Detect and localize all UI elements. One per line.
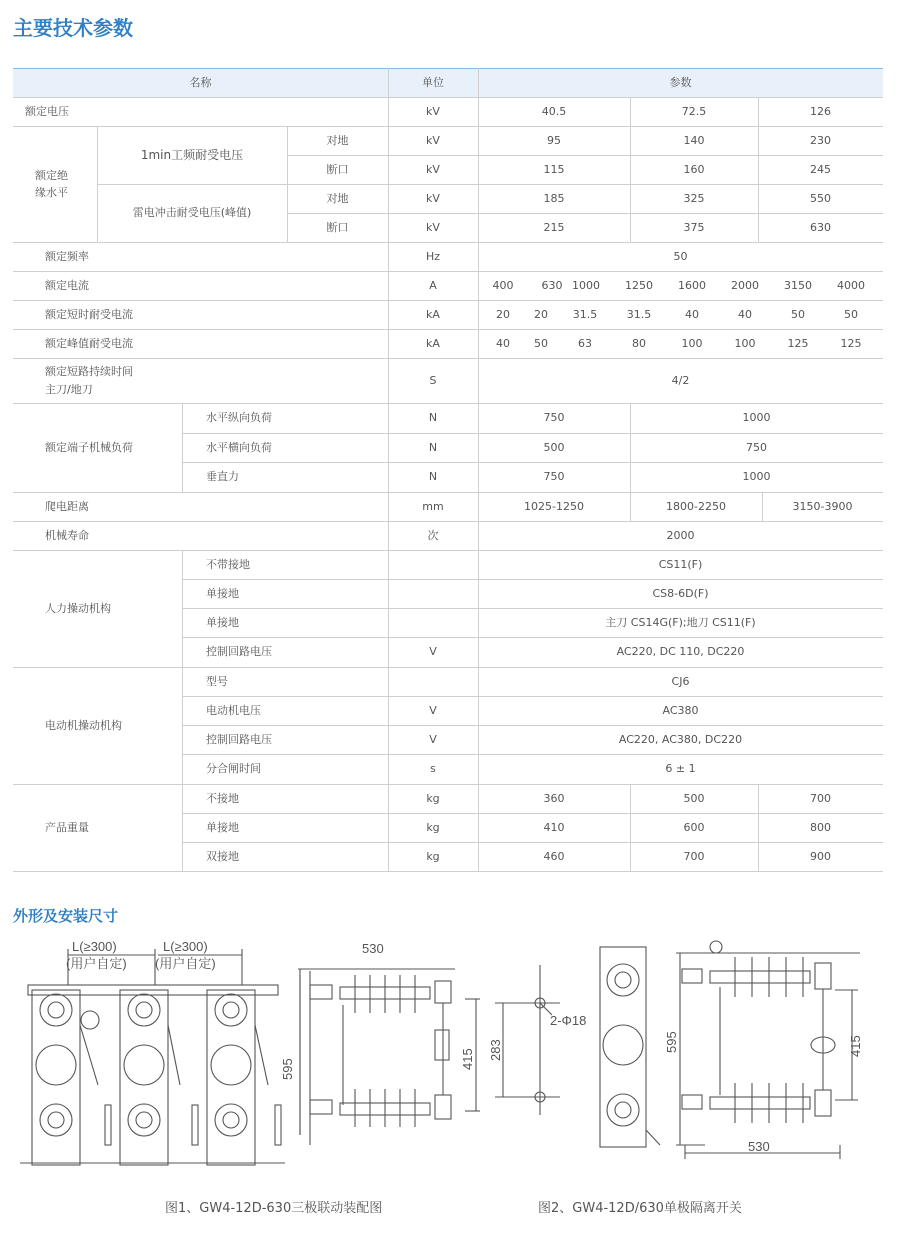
value-cell: 400 bbox=[492, 278, 514, 292]
value-cell: AC220, AC380, DC220 bbox=[618, 732, 743, 746]
value-cell: 140 bbox=[683, 133, 705, 147]
unit-cell: kV bbox=[426, 162, 440, 176]
value-cell: 500 bbox=[543, 440, 565, 454]
unit-cell: N bbox=[428, 440, 438, 454]
value-cell: 230 bbox=[810, 133, 831, 147]
fig2-caption: 图2、GW4-12D/630单极隔离开关 bbox=[538, 1201, 742, 1216]
motor-mech-label: 电动机操动机构 bbox=[45, 718, 122, 732]
value-cell: 1250 bbox=[625, 278, 653, 292]
unit-cell: mm bbox=[422, 499, 444, 513]
unit-cell: kg bbox=[426, 791, 440, 805]
value-cell: 63 bbox=[578, 336, 592, 350]
rated-voltage-label: 额定电压 bbox=[25, 104, 69, 118]
value-cell: 100 bbox=[734, 336, 756, 350]
value-cell: 80 bbox=[632, 336, 646, 350]
terminal-load-label: 额定端子机械负荷 bbox=[45, 440, 133, 454]
value-cell: 31.5 bbox=[572, 307, 598, 321]
value-cell: 160 bbox=[683, 162, 705, 176]
manual-mech-label: 人力操动机构 bbox=[45, 601, 111, 615]
sub-label: 单接地 bbox=[206, 615, 239, 629]
value-cell: 20 bbox=[534, 307, 548, 321]
unit-cell: s bbox=[430, 762, 436, 776]
value-cell: 125 bbox=[840, 336, 862, 350]
weight-label: 产品重量 bbox=[45, 820, 89, 834]
value-cell: 2000 bbox=[731, 278, 759, 292]
value-cell: 100 bbox=[681, 336, 703, 350]
fig1-dim-530: 530 bbox=[362, 941, 384, 956]
sub-label: 水平横向负荷 bbox=[206, 440, 272, 454]
value-cell: 126 bbox=[810, 104, 831, 118]
value-cell: 1800-2250 bbox=[666, 499, 726, 513]
value-cell: 40 bbox=[496, 336, 510, 350]
unit-cell: S bbox=[429, 373, 437, 387]
value-cell: 1025-1250 bbox=[524, 499, 584, 513]
lightning-label: 雷电冲击耐受电压(峰值) bbox=[132, 206, 252, 220]
value-cell: 95 bbox=[547, 133, 561, 147]
unit-cell: kV bbox=[426, 133, 440, 147]
value-cell: 800 bbox=[810, 820, 831, 834]
header-params: 参数 bbox=[669, 75, 692, 89]
value-cell: 2000 bbox=[666, 528, 695, 542]
fig1-dim-l2: L(≥300) bbox=[163, 939, 208, 954]
sub-label: 单接地 bbox=[206, 820, 239, 834]
value-cell: 630 bbox=[541, 278, 563, 292]
sub-label: 控制回路电压 bbox=[206, 645, 272, 659]
sub-label: 分合闸时间 bbox=[206, 762, 261, 776]
peak-label: 额定峰值耐受电流 bbox=[45, 336, 133, 350]
unit-cell: kg bbox=[426, 849, 440, 863]
unit-cell: kV bbox=[426, 191, 440, 205]
value-cell: 6 ± 1 bbox=[665, 762, 696, 776]
value-cell: 50 bbox=[534, 336, 548, 350]
value-cell: 4000 bbox=[837, 278, 865, 292]
unit-cell: Hz bbox=[425, 249, 441, 263]
fig1-dim-l2-note: (用户自定) bbox=[155, 956, 216, 971]
value-cell: AC380 bbox=[662, 703, 699, 717]
value-cell: 750 bbox=[543, 470, 565, 484]
value-cell: 50 bbox=[673, 249, 688, 263]
value-cell: 40.5 bbox=[541, 104, 567, 118]
value-cell: 4/2 bbox=[671, 373, 690, 387]
fig1-dim-l1-note: (用户自定) bbox=[66, 956, 127, 971]
value-cell: 375 bbox=[683, 220, 705, 234]
sub-label: 双接地 bbox=[206, 849, 239, 863]
sub-label: 不接地 bbox=[206, 791, 239, 805]
short-duration-label: 额定短路持续时间 主刀/地刀 bbox=[45, 365, 133, 396]
insulation-label: 额定绝 缘水平 bbox=[35, 168, 68, 199]
value-cell: 410 bbox=[543, 820, 565, 834]
fig2-dim-415: 415 bbox=[848, 1035, 863, 1057]
value-cell: 40 bbox=[685, 307, 699, 321]
value-cell: 1000 bbox=[742, 470, 771, 484]
fig2-drawing bbox=[490, 935, 890, 1180]
creepage-label: 爬电距离 bbox=[45, 499, 89, 513]
rated-current-label: 额定电流 bbox=[45, 278, 89, 292]
unit-cell: kA bbox=[426, 307, 440, 321]
value-cell: 460 bbox=[543, 849, 565, 863]
unit-cell: V bbox=[429, 645, 437, 659]
sub-label: 垂直力 bbox=[206, 470, 239, 484]
fig2-dim-hole: 2-Φ18 bbox=[550, 1013, 587, 1028]
value-cell: 360 bbox=[543, 791, 565, 805]
header-unit: 单位 bbox=[422, 75, 444, 89]
value-cell: 1000 bbox=[742, 411, 771, 425]
sub-label: 水平纵向负荷 bbox=[206, 411, 272, 425]
open-gap-label: 断口 bbox=[326, 220, 349, 234]
value-cell: 31.5 bbox=[626, 307, 652, 321]
value-cell: 325 bbox=[683, 191, 705, 205]
value-cell: 600 bbox=[683, 820, 705, 834]
fig2-dim-595: 595 bbox=[664, 1031, 679, 1053]
unit-cell: kV bbox=[426, 104, 440, 118]
value-cell: 500 bbox=[683, 791, 705, 805]
value-cell: 550 bbox=[810, 191, 831, 205]
to-ground-label: 对地 bbox=[326, 191, 349, 205]
unit-cell: V bbox=[429, 732, 437, 746]
value-cell: 125 bbox=[787, 336, 809, 350]
section-title-dimensions: 外形及安装尺寸 bbox=[13, 907, 119, 925]
value-cell: 630 bbox=[810, 220, 831, 234]
sub-label: 型号 bbox=[206, 674, 228, 688]
value-cell: 20 bbox=[496, 307, 510, 321]
unit-cell: 次 bbox=[427, 528, 439, 542]
power-freq-label: 1min工频耐受电压 bbox=[140, 147, 244, 162]
unit-cell: N bbox=[428, 470, 438, 484]
value-cell: 50 bbox=[791, 307, 805, 321]
value-cell: 700 bbox=[683, 849, 705, 863]
fig1-caption: 图1、GW4-12D-630三极联动装配图 bbox=[165, 1201, 383, 1216]
short-time-label: 额定短时耐受电流 bbox=[45, 307, 133, 321]
fig1-dim-415: 415 bbox=[460, 1048, 475, 1070]
value-cell: 900 bbox=[810, 849, 831, 863]
value-cell: 215 bbox=[543, 220, 565, 234]
unit-cell: kA bbox=[426, 336, 440, 350]
value-cell: CJ6 bbox=[671, 674, 690, 688]
rated-freq-label: 额定频率 bbox=[45, 249, 89, 263]
sub-label: 不带接地 bbox=[206, 557, 250, 571]
unit-cell: V bbox=[429, 703, 437, 717]
value-cell: 72.5 bbox=[681, 104, 707, 118]
value-cell: 主刀 CS14G(F);地刀 CS11(F) bbox=[605, 615, 756, 629]
value-cell: AC220, DC 110, DC220 bbox=[616, 645, 745, 659]
fig1-drawing bbox=[10, 935, 490, 1180]
unit-cell: A bbox=[429, 278, 437, 292]
open-gap-label: 断口 bbox=[326, 162, 349, 176]
fig2-dim-283: 283 bbox=[488, 1039, 503, 1061]
value-cell: CS11(F) bbox=[658, 557, 703, 571]
value-cell: 3150-3900 bbox=[792, 499, 853, 513]
value-cell: 700 bbox=[810, 791, 831, 805]
sub-label: 单接地 bbox=[206, 586, 239, 600]
value-cell: 1600 bbox=[678, 278, 706, 292]
spec-table bbox=[13, 68, 883, 871]
value-cell: 50 bbox=[844, 307, 858, 321]
value-cell: 1000 bbox=[572, 278, 600, 292]
fig2-dim-530: 530 bbox=[748, 1139, 770, 1154]
value-cell: 185 bbox=[543, 191, 565, 205]
value-cell: 40 bbox=[738, 307, 752, 321]
sub-label: 电动机电压 bbox=[206, 703, 261, 717]
unit-cell: N bbox=[428, 411, 438, 425]
page-title: 主要技术参数 bbox=[13, 16, 133, 40]
sub-label: 控制回路电压 bbox=[206, 732, 272, 746]
mech-life-label: 机械寿命 bbox=[45, 528, 89, 542]
value-cell: CS8-6D(F) bbox=[652, 586, 709, 600]
fig1-dim-595: 595 bbox=[280, 1058, 295, 1080]
value-cell: 750 bbox=[543, 411, 565, 425]
unit-cell: kg bbox=[426, 820, 440, 834]
value-cell: 245 bbox=[810, 162, 831, 176]
value-cell: 3150 bbox=[784, 278, 812, 292]
value-cell: 115 bbox=[543, 162, 565, 176]
to-ground-label: 对地 bbox=[326, 133, 349, 147]
unit-cell: kV bbox=[426, 220, 440, 234]
fig1-dim-l1: L(≥300) bbox=[72, 939, 117, 954]
header-name: 名称 bbox=[189, 75, 212, 89]
value-cell: 750 bbox=[746, 440, 767, 454]
